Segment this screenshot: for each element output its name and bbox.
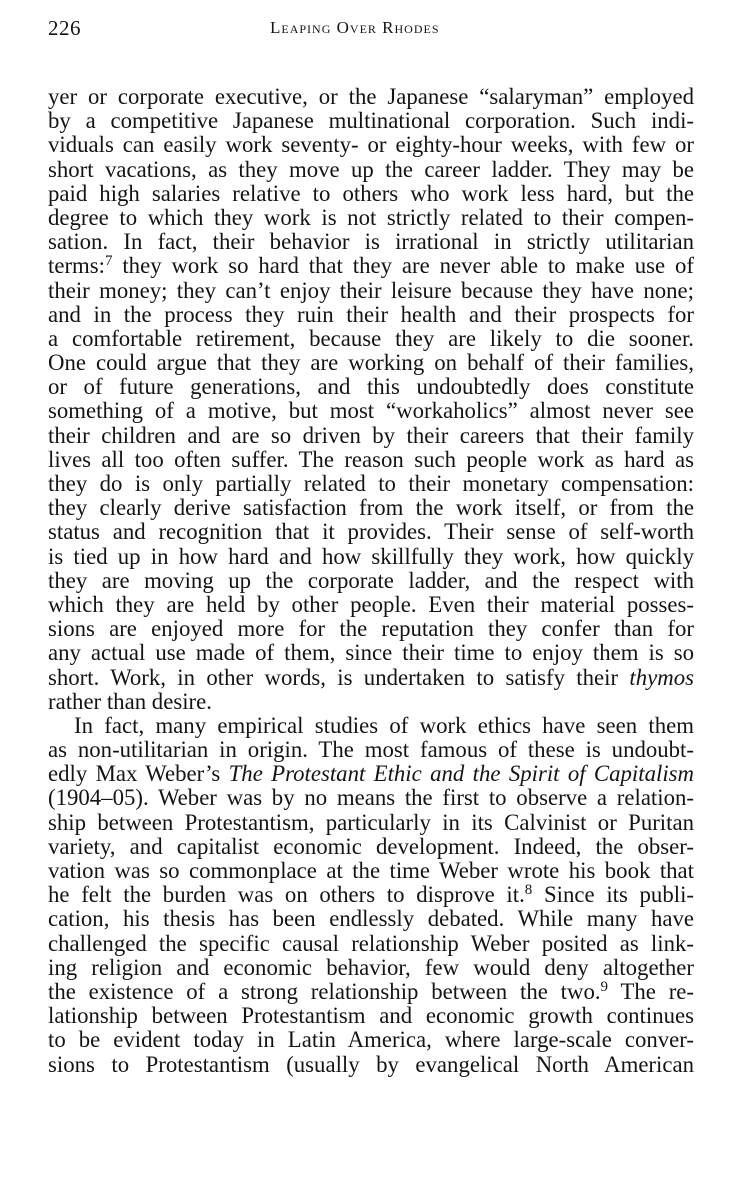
text-line [48, 206, 694, 230]
text-line [48, 1004, 694, 1028]
text-segment: they clearly derive satisfaction from the work itself, or from the [48, 495, 694, 521]
text-line [48, 859, 694, 883]
text-segment: they do is only partially related to their monetary compensation: [48, 471, 694, 496]
text-segment: which they are held by other people. Even their material posses- [48, 591, 694, 617]
text-line [48, 666, 694, 690]
text-segment: (1904–05). Weber was by no means the first to observe a relation- [48, 785, 694, 811]
footnote-ref: 7 [104, 253, 113, 270]
text-line [48, 883, 694, 907]
text-line [48, 956, 694, 980]
text-segment: they work so hard that they are never able to make use of [112, 253, 694, 279]
text-segment: a comfortable retirement, because they are likely to die sooner. [48, 325, 694, 351]
text-segment: the existence of a strong relationship between the two. [48, 978, 601, 1004]
text-segment: paid high salaries relative to others who work less hard, but the [48, 180, 694, 206]
text-segment: ing religion and economic behavior, few would deny altogether [48, 954, 694, 980]
text-line [48, 496, 694, 520]
text-segment: their children and are so driven by their careers that their family [48, 422, 694, 448]
text-line [48, 593, 694, 617]
text-segment: viduals can easily work seventy- or eighty-hour weeks, with few or [48, 132, 694, 158]
text-segment: cation, his thesis has been endlessly debated. While many have [48, 906, 694, 932]
text-segment: sions are enjoyed more for the reputation they confer than for [48, 616, 694, 642]
text-line [48, 85, 694, 109]
text-segment: by a competitive Japanese multinational corporation. Such indi- [48, 108, 694, 134]
text-line [48, 690, 694, 714]
text-line [48, 158, 694, 182]
text-segment: One could argue that they are working on behalf of their families, [48, 350, 694, 376]
text-line [48, 520, 694, 544]
text-segment: yer or corporate executive, or the Japanese “salaryman” employed [48, 84, 694, 109]
body-text [48, 85, 694, 1077]
text-line [48, 980, 694, 1004]
text-line [48, 133, 694, 157]
text-segment: The re- [608, 978, 694, 1004]
text-line [48, 811, 694, 835]
text-line [48, 109, 694, 133]
text-line [48, 375, 694, 399]
text-line [48, 472, 694, 496]
text-segment: lives all too often suffer. The reason such people work as hard as [48, 446, 694, 472]
text-segment: edly Max Weber’s [48, 761, 229, 787]
running-head: Leaping Over Rhodes [270, 18, 440, 37]
text-line [48, 617, 694, 641]
text-segment: sions to Protestantism (usually by evangelical North American [48, 1051, 694, 1077]
text-segment: In fact, many empirical studies of work ethics have seen them [74, 712, 694, 738]
text-segment: as non-utilitarian in origin. The most famous of these is undoubt- [48, 737, 694, 763]
text-line [48, 303, 694, 327]
text-line [48, 448, 694, 472]
text-line [48, 351, 694, 375]
text-segment: variety, and capitalist economic development. Indeed, the obser- [48, 833, 694, 859]
text-line [48, 738, 694, 762]
text-segment: sation. In fact, their behavior is irrational in strictly utilitarian [48, 229, 694, 255]
text-segment: challenged the specific causal relationship Weber posited as link- [48, 930, 694, 956]
text-line [48, 254, 694, 278]
italic-text: The Protestant Ethic and the Spirit of Capitalism [228, 761, 694, 787]
text-segment: their money; they can’t enjoy their leisure because they have none; [48, 277, 694, 303]
text-segment: is tied up in how hard and how skillfully they work, how quickly [48, 543, 694, 569]
footnote-ref: 9 [600, 978, 609, 995]
text-segment: or of future generations, and this undoubtedly does constitute [48, 374, 694, 400]
text-line [48, 1053, 694, 1077]
text-line [48, 182, 694, 206]
text-line [48, 641, 694, 665]
text-line [48, 279, 694, 303]
text-segment: vation was so commonplace at the time Weber wrote his book that [48, 858, 694, 883]
footnote-ref: 8 [524, 882, 533, 899]
text-segment: and in the process they ruin their health and their prospects for [48, 301, 694, 327]
text-line [48, 545, 694, 569]
text-segment: short. Work, in other words, is undertaken to satisfy their [48, 664, 630, 690]
text-segment: they are moving up the corporate ladder, and the respect with [48, 567, 694, 593]
page-number: 226 [48, 16, 81, 40]
text-line [48, 835, 694, 859]
text-segment: short vacations, as they move up the career ladder. They may be [48, 156, 694, 182]
text-segment: status and recognition that it provides. Their sense of self-worth [48, 519, 694, 545]
text-line [48, 424, 694, 448]
text-line [48, 399, 694, 423]
text-segment: Since its publi- [532, 882, 694, 908]
text-line [48, 932, 694, 956]
text-segment: any actual use made of them, since their time to enjoy them is so [48, 640, 694, 666]
text-line [48, 907, 694, 931]
text-segment: he felt the burden was on others to disprove it. [48, 882, 525, 908]
text-segment: terms: [48, 253, 105, 279]
text-segment: lationship between Protestantism and economic growth continues [48, 1003, 694, 1029]
text-segment: ship between Protestantism, particularly in its Calvinist or Puritan [48, 809, 694, 835]
text-segment: to be evident today in Latin America, where large-scale conver- [48, 1027, 694, 1053]
text-line [48, 1028, 694, 1052]
italic-text: thymos [629, 664, 694, 690]
text-line [48, 327, 694, 351]
text-segment: rather than desire. [48, 688, 212, 714]
text-line [48, 230, 694, 254]
text-line [48, 762, 694, 786]
text-line [48, 569, 694, 593]
text-segment: degree to which they work is not strictly related to their compen- [48, 204, 694, 230]
text-line [48, 714, 694, 738]
text-line [48, 786, 694, 810]
text-segment: something of a motive, but most “workaholics” almost never see [48, 398, 694, 424]
